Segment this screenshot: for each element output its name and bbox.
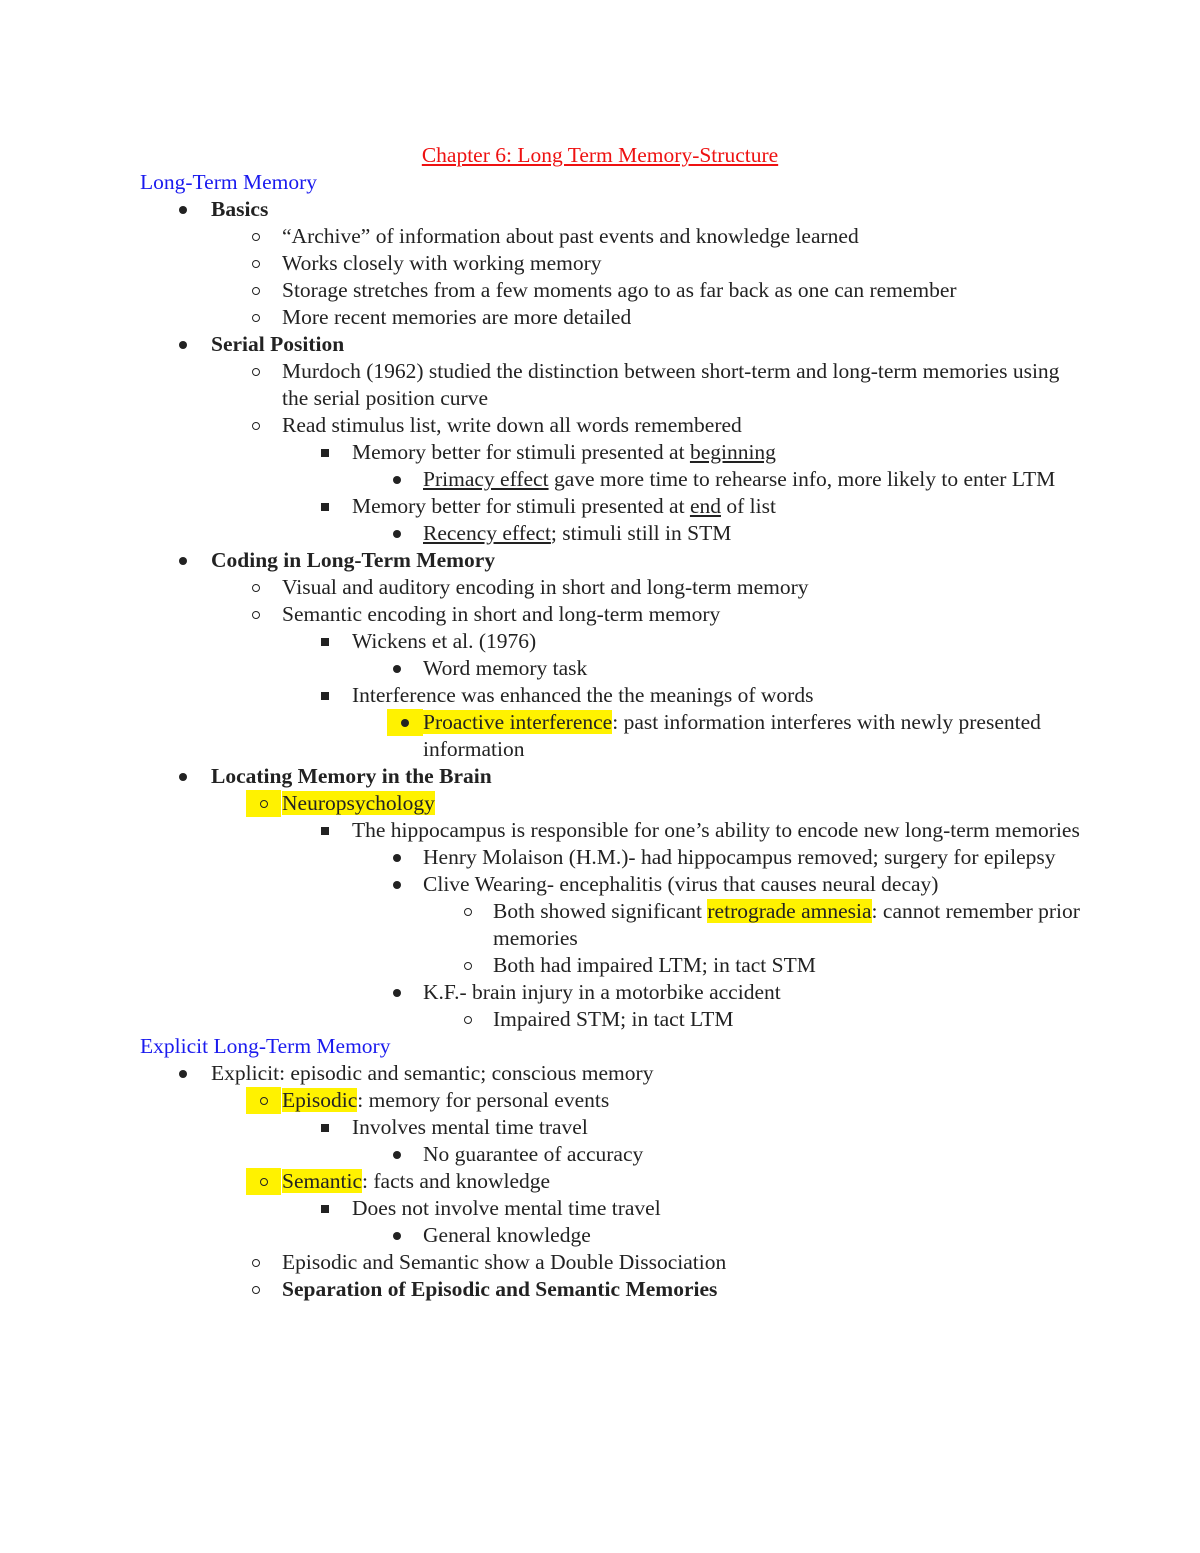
list-item: K.F.- brain injury in a motorbike accident <box>140 979 1080 1006</box>
list-item: Does not involve mental time travel <box>140 1195 1080 1222</box>
disc-bullet-icon <box>177 196 189 223</box>
list-item: Explicit: episodic and semantic; conscious memory <box>140 1060 1080 1087</box>
list-item: Word memory task <box>140 655 1080 682</box>
list-item-locating: Locating Memory in the Brain <box>140 763 1080 790</box>
list-item: Works closely with working memory <box>140 250 1080 277</box>
disc-bullet-icon <box>177 1060 189 1087</box>
list-item: Both showed significant retrograde amnesia: cannot remember prior memories <box>140 898 1080 952</box>
circle-bullet-icon <box>250 250 262 277</box>
list-item: Storage stretches from a few moments ago to as far back as one can remember <box>140 277 1080 304</box>
list-item: Clive Wearing- encephalitis (virus that causes neural decay) <box>140 871 1080 898</box>
highlighted-term: retrograde amnesia <box>707 899 872 923</box>
list-item-basics: Basics <box>140 196 1080 223</box>
circle-bullet-icon <box>250 412 262 439</box>
list-item: Semantic encoding in short and long-term memory <box>140 601 1080 628</box>
list-item-coding: Coding in Long-Term Memory <box>140 547 1080 574</box>
circle-bullet-icon <box>462 898 474 925</box>
list-item: Interference was enhanced the the meanings of words <box>140 682 1080 709</box>
list-item: Episodic and Semantic show a Double Dissociation <box>140 1249 1080 1276</box>
list-item: Memory better for stimuli presented at end of list <box>140 493 1080 520</box>
disc-bullet-icon <box>391 466 403 493</box>
list-item: Episodic: memory for personal events <box>140 1087 1080 1114</box>
list-item: Proactive interference: past information interferes with newly presented information <box>140 709 1080 763</box>
list-item: Impaired STM; in tact LTM <box>140 1006 1080 1033</box>
list-item: Read stimulus list, write down all words remembered <box>140 412 1080 439</box>
circle-bullet-icon <box>462 1006 474 1033</box>
list-item: General knowledge <box>140 1222 1080 1249</box>
list-item: Murdoch (1962) studied the distinction between short-term and long-term memories using the serial position curve <box>140 358 1080 412</box>
list-item: Wickens et al. (1976) <box>140 628 1080 655</box>
highlighted-term: Episodic <box>282 1088 358 1112</box>
square-bullet-icon <box>319 1195 331 1222</box>
list-item: Primacy effect gave more time to rehearse info, more likely to enter LTM <box>140 466 1080 493</box>
square-bullet-icon <box>319 493 331 520</box>
highlighted-term: Semantic <box>282 1169 363 1193</box>
list-item: No guarantee of accuracy <box>140 1141 1080 1168</box>
list-item: Memory better for stimuli presented at beginning <box>140 439 1080 466</box>
square-bullet-icon <box>319 682 331 709</box>
disc-bullet-icon <box>391 520 403 547</box>
circle-bullet-icon <box>246 790 281 817</box>
section-heading-explicit-memory: Explicit Long-Term Memory <box>140 1034 391 1058</box>
circle-bullet-icon <box>250 574 262 601</box>
square-bullet-icon <box>319 628 331 655</box>
list-item: Semantic: facts and knowledge <box>140 1168 1080 1195</box>
highlighted-term: Neuropsychology <box>282 791 435 815</box>
circle-bullet-icon <box>246 1168 281 1195</box>
list-item: The hippocampus is responsible for one’s ability to encode new long-term memories <box>140 817 1080 844</box>
disc-bullet-icon <box>177 763 189 790</box>
list-item: Both had impaired LTM; in tact STM <box>140 952 1080 979</box>
square-bullet-icon <box>319 817 331 844</box>
circle-bullet-icon <box>250 277 262 304</box>
highlighted-term: Proactive interference <box>423 710 613 734</box>
list-item: Henry Molaison (H.M.)- had hippocampus removed; surgery for epilepsy <box>140 844 1080 871</box>
circle-bullet-icon <box>250 304 262 331</box>
disc-bullet-icon <box>177 331 189 358</box>
circle-bullet-icon <box>250 1276 262 1303</box>
list-item: Recency effect; stimuli still in STM <box>140 520 1080 547</box>
circle-bullet-icon <box>250 1249 262 1276</box>
list-item <box>140 790 1080 817</box>
disc-bullet-icon <box>391 871 403 898</box>
square-bullet-icon <box>319 439 331 466</box>
disc-bullet-icon <box>387 709 423 736</box>
document-title: Chapter 6: Long Term Memory-Structure <box>421 143 779 167</box>
list-item: Involves mental time travel <box>140 1114 1080 1141</box>
disc-bullet-icon <box>391 1141 403 1168</box>
list-item-serial-position: Serial Position <box>140 331 1080 358</box>
circle-bullet-icon <box>250 601 262 628</box>
disc-bullet-icon <box>391 1222 403 1249</box>
disc-bullet-icon <box>391 979 403 1006</box>
square-bullet-icon <box>319 1114 331 1141</box>
list-item: More recent memories are more detailed <box>140 304 1080 331</box>
disc-bullet-icon <box>391 844 403 871</box>
circle-bullet-icon <box>250 358 262 385</box>
disc-bullet-icon <box>391 655 403 682</box>
disc-bullet-icon <box>177 547 189 574</box>
document-body <box>140 169 1080 1303</box>
list-item: Separation of Episodic and Semantic Memories <box>140 1276 1080 1303</box>
circle-bullet-icon <box>246 1087 281 1114</box>
section-heading-long-term-memory: Long-Term Memory <box>140 170 318 194</box>
list-item: “Archive” of information about past events and knowledge learned <box>140 223 1080 250</box>
list-item: Visual and auditory encoding in short and long-term memory <box>140 574 1080 601</box>
circle-bullet-icon <box>462 952 474 979</box>
circle-bullet-icon <box>250 223 262 250</box>
